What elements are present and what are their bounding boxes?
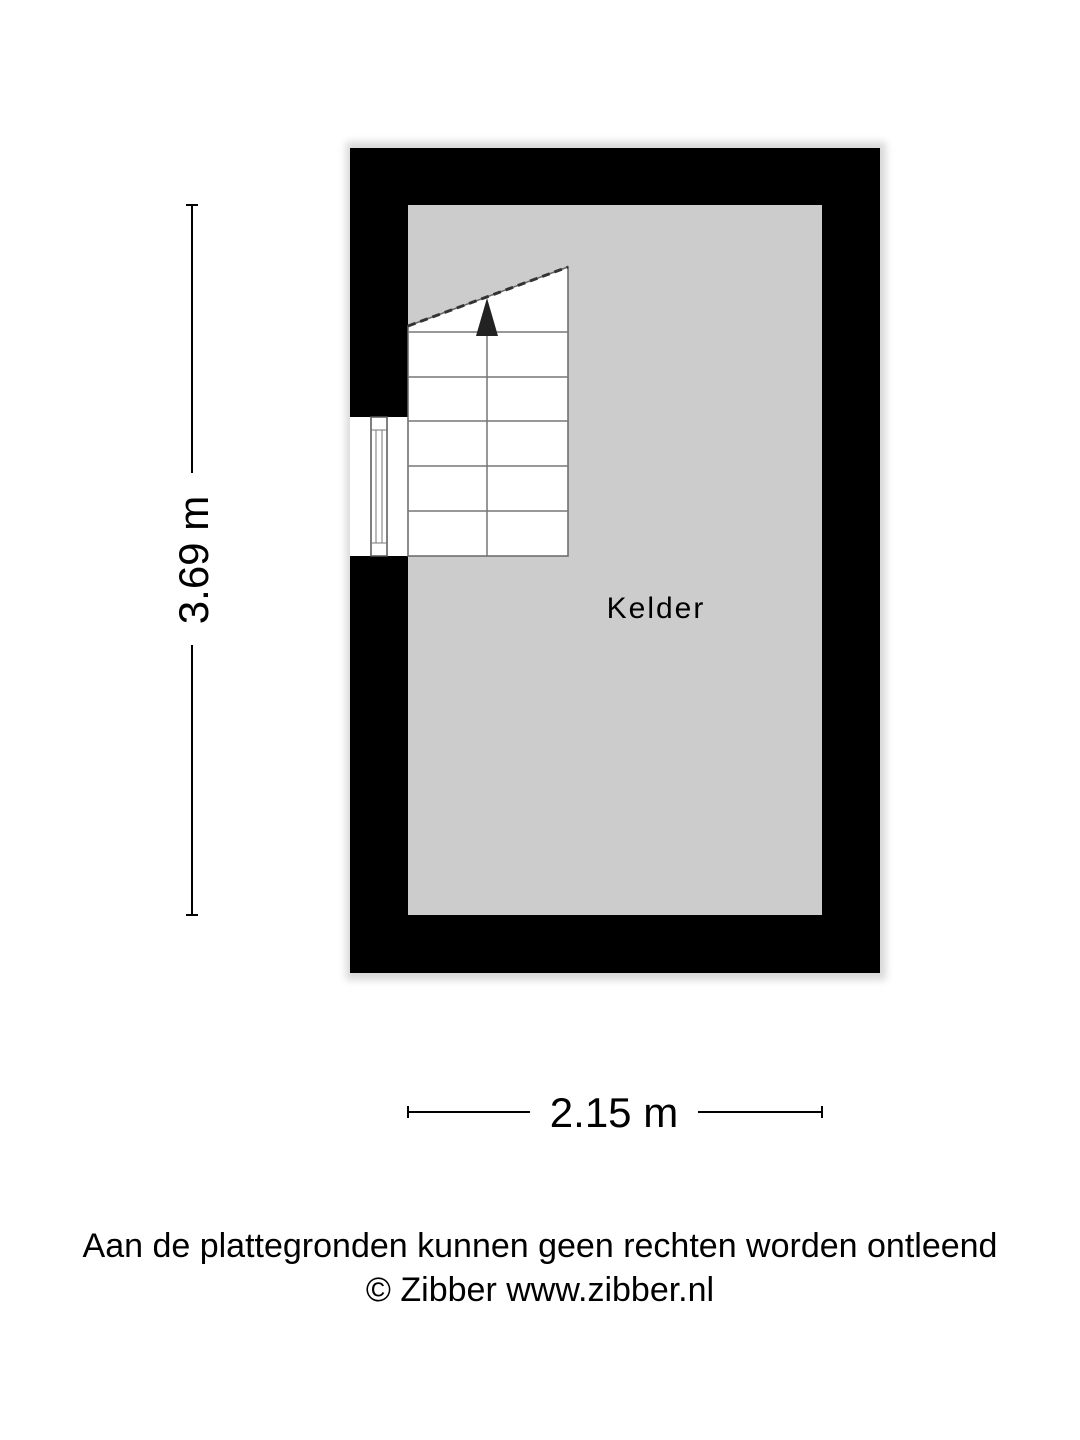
width-dimension-label: 2.15 m [549,1089,679,1136]
height-dimension-label: 3.69 m [170,495,217,625]
room-label: Kelder [606,592,706,625]
door-frame [371,417,387,556]
disclaimer-text: Aan de plattegronden kunnen geen rechten worden ontleend [82,1227,998,1265]
copyright-text: © Zibber www.zibber.nl [365,1271,715,1309]
